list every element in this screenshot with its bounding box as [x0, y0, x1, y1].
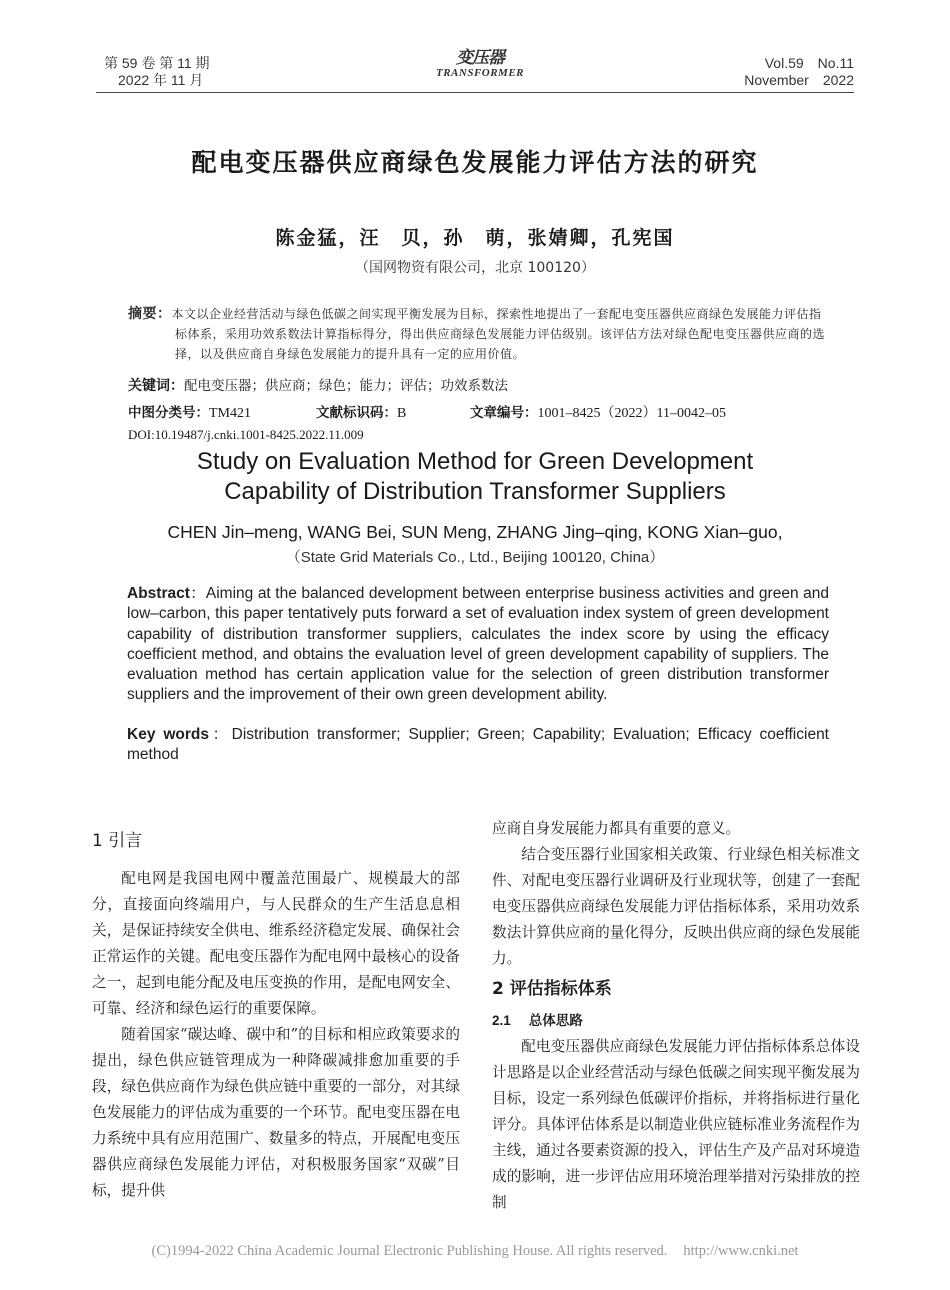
abstract-cn-label: 摘要：: [128, 306, 172, 322]
title-en-line1: Study on Evaluation Method for Green Development: [196, 448, 754, 475]
section-2-heading: 2 评估指标体系: [492, 979, 612, 999]
doc-code-value: B: [397, 406, 407, 421]
affiliation-en: （State Grid Materials Co., Ltd., Beijing 100120, China）: [285, 549, 665, 566]
cnki-footer: [0, 1243, 950, 1260]
doc-code-label: 文献标识码：: [316, 405, 397, 421]
paper-title-cn: 配电变压器供应商绿色发展能力评估方法的研究: [191, 148, 759, 177]
volume-cn: 第 59 卷 第 11 期: [104, 55, 210, 71]
cnki-url[interactable]: http://www.cnki.net: [683, 1243, 799, 1259]
title-en-line2: Capability of Distribution Transformer Suppliers: [224, 478, 726, 505]
keywords-cn-text: 配电变压器；供应商；绿色；能力；评估；功效系数法: [184, 378, 508, 394]
section-1-heading: 1 引言: [92, 831, 143, 851]
article-no-label: 文章编号：: [470, 405, 538, 421]
body-column-right: [492, 816, 860, 1216]
section-2-1-heading: [492, 1008, 860, 1034]
keywords-en-label: Key words: [127, 726, 209, 743]
section-1-paragraph-1: 配电网是我国电网中覆盖范围最广、规模最大的部分，直接面向终端用户，与人民群众的生产生活息息相关，是保证持续安全供电、维系经济稳定发展、确保社会正常运作的关键。配电变压器作为配电网中最核心的设备之一，起到电能分配及电压变换的作用，是配电网安全、可靠、经济和绿色运行的重要保障。: [92, 870, 460, 1017]
year-en: 2022: [822, 72, 854, 88]
section-2-1-number: 2.1: [492, 1013, 511, 1028]
abstract-en-label: Abstract: [127, 585, 190, 602]
authors-en: CHEN Jin–meng, WANG Bei, SUN Meng, ZHANG Jing–qing, KONG Xian–guo,: [167, 522, 783, 542]
paper-title-en: [0, 447, 950, 507]
body-column-left: [92, 828, 460, 1204]
authors-cn: 陈金猛，汪 贝，孙 萌，张婧卿，孔宪国: [275, 227, 675, 249]
section-1-paragraph-2: 随着国家“碳达峰、碳中和”的目标和相应政策要求的提出，绿色供应链管理成为一种降碳减排愈加重要的手段，绿色供应商作为绿色供应链中重要的一部分，对其绿色发展能力的评估成为重要的一个环节。配电变压器在电力系统中具有应用范围广、数量多的特点，开展配电变压器供应商绿色发展能力评估，对积极服务国家“双碳”目标，提升供: [92, 1026, 460, 1199]
keywords-cn: [128, 374, 508, 395]
header-rule: [96, 92, 854, 93]
date-cn: 2022 年 11 月: [118, 72, 204, 88]
abstract-cn-text: 本文以企业经营活动与绿色低碳之间实现平衡发展为目标，探索性地提出了一套配电变压器供应商绿色发展能力评估指标体系，采用功效系数法计算指标得分，得出供应商绿色发展能力评估级别。该评估方法对绿色配电变压器供应商的选择，以及供应商自身绿色发展能力的提升具有一定的应用价值。: [171, 307, 826, 361]
journal-name-cn: 变压器: [456, 48, 504, 68]
no-en: No.11: [817, 55, 854, 71]
header-issue-cn: [104, 55, 210, 89]
keywords-en: [127, 725, 829, 766]
classification-row: [128, 401, 848, 422]
affiliation-cn: （国网物资有限公司，北京 100120）: [355, 260, 595, 276]
section-2-1-title: 总体思路: [528, 1013, 583, 1029]
vol-en: Vol.59: [764, 55, 804, 71]
section-1-paragraph-2-continued: 应商自身发展能力都具有重要的意义。: [492, 820, 741, 837]
doi: DOI:10.19487/j.cnki.1001-8425.2022.11.009: [128, 427, 364, 442]
section-1-paragraph-3: 结合变压器行业国家相关政策、行业绿色相关标准文件、对配电变压器行业调研及行业现状等，创建了一套配电变压器供应商绿色发展能力评估指标体系，采用功效系数法计算供应商的量化得分，反映出供应商的绿色发展能力。: [492, 846, 860, 967]
month-en: November: [744, 72, 809, 88]
abstract-en-text: ：Aiming at the balanced development between enterprise business activities and green and low–carbon, this paper tentatively puts forward a set of evaluation index system of green development capability of distribution transformer suppliers, calculates the index score by using the efficacy coefficient method, and obtains the evaluation level of green development capability of suppliers. The evaluation method has certain application value for the selection of green distribution transformer suppliers and the improvement of their own green development ability.: [127, 585, 829, 704]
header-issue-en: [744, 55, 854, 89]
copyright-notice: (C)1994-2022 China Academic Journal Electronic Publishing House. All rights reserved.: [151, 1243, 668, 1259]
article-no-value: 1001–8425（2022）11–0042–05: [537, 406, 726, 421]
abstract-en: [127, 584, 829, 706]
journal-logo: [420, 50, 540, 82]
clc-label: 中图分类号：: [128, 405, 209, 421]
journal-name-en: TRANSFORMER: [435, 67, 525, 79]
keywords-cn-label: 关键词：: [128, 378, 184, 394]
keywords-en-text: ：Distribution transformer; Supplier; Green; Capability; Evaluation; Efficacy coefficient method: [127, 726, 829, 764]
clc-value: TM421: [209, 406, 251, 421]
abstract-cn: [128, 304, 830, 364]
section-2-1-paragraph-1: 配电变压器供应商绿色发展能力评估指标体系总体设计思路是以企业经营活动与绿色低碳之间实现平衡发展为目标，设定一系列绿色低碳评价指标，并将指标进行量化评分。具体评估体系是以制造业供应链标准业务流程作为主线，通过各要素资源的投入，评估生产及产品对环境造成的影响，进一步评估应用环境治理举措对污染排放的控制: [492, 1038, 860, 1211]
